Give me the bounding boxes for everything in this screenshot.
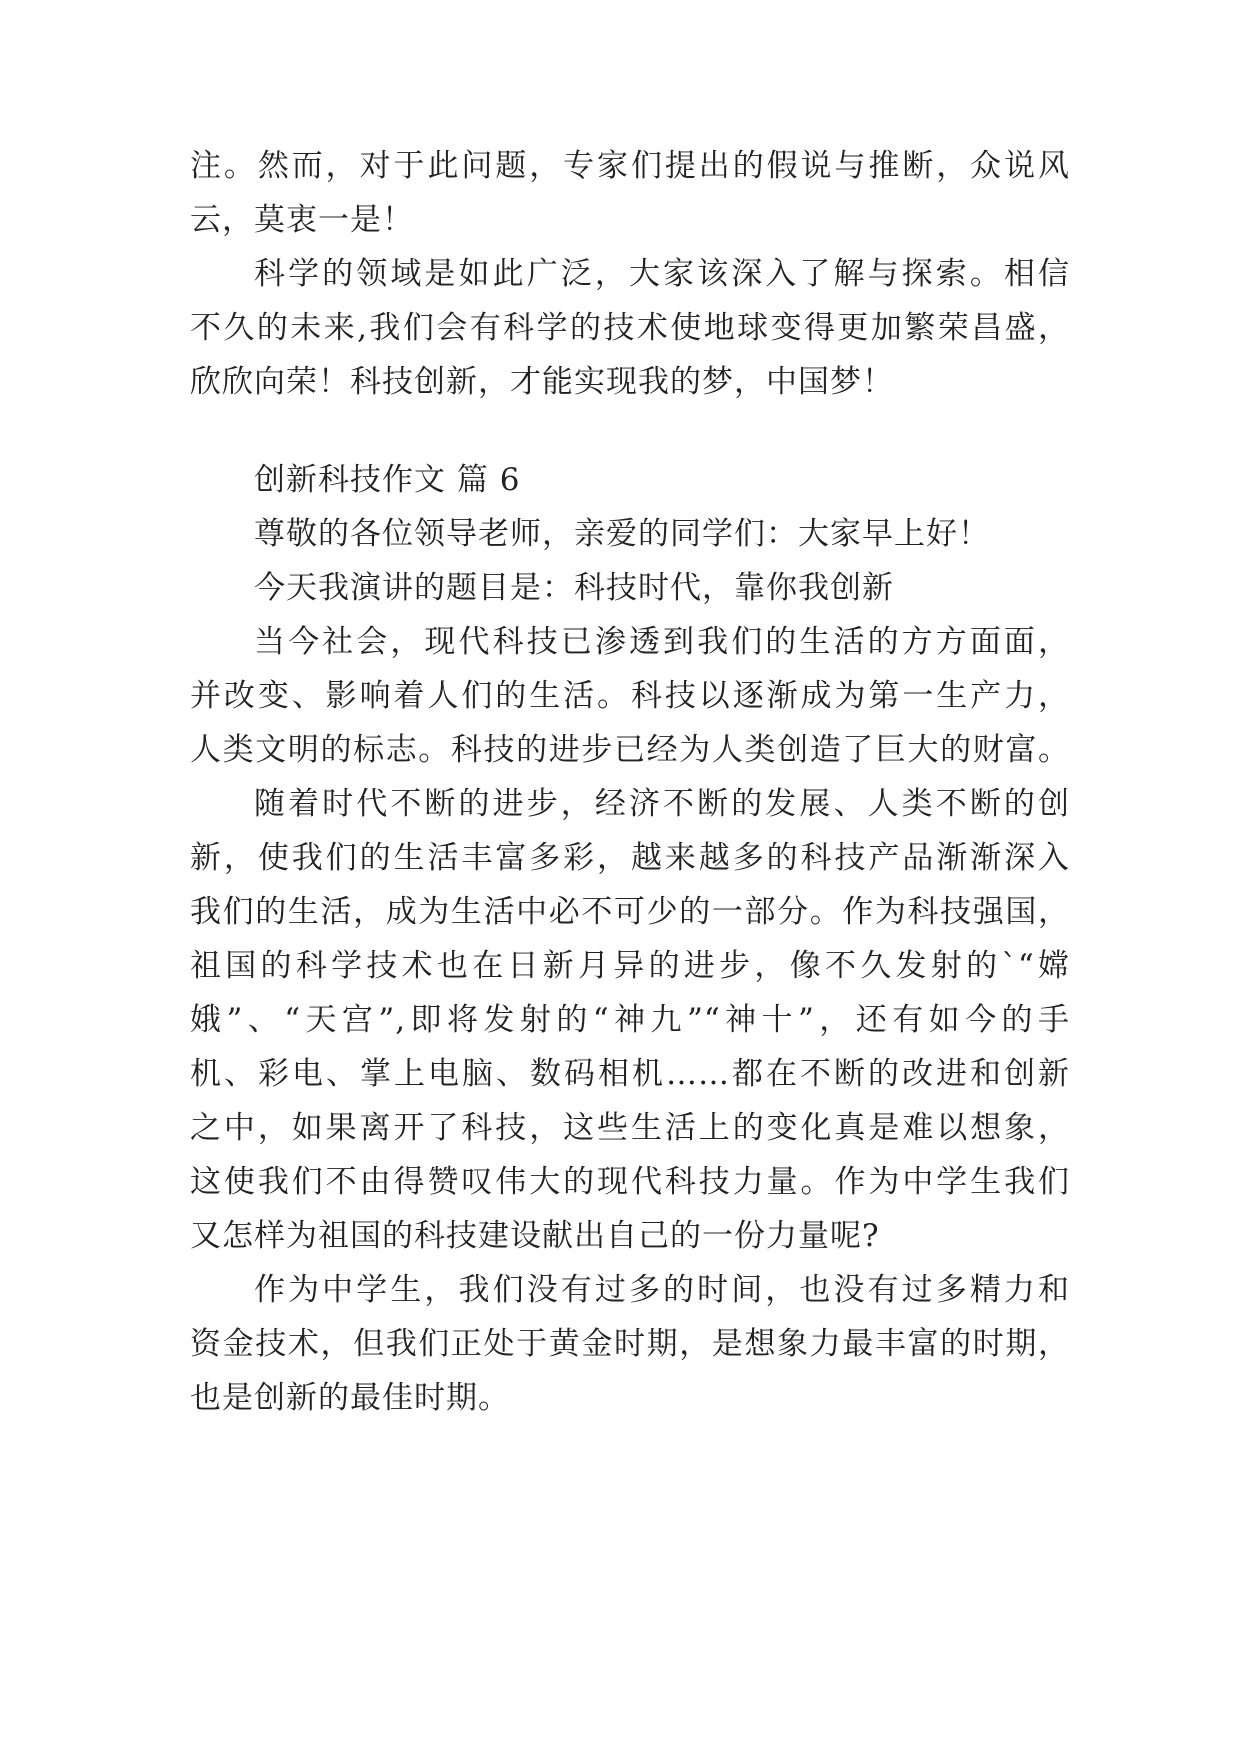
text-line: 随着时代不断的进步，经济不断的发展、人类不断的创 [254, 786, 1070, 822]
text-line: 尊敬的各位领导老师，亲爱的同学们：大家早上好！ [254, 516, 990, 552]
text-line: 我们的生活，成为生活中必不可少的一部分。作为科技强国， [190, 894, 1070, 930]
text-line: 并改变、影响着人们的生活。科技以逐渐成为第一生产力， [190, 678, 1070, 714]
text-line: 人类文明的标志。科技的进步已经为人类创造了巨大的财富。 [190, 732, 1070, 768]
text-line: 机、彩电、掌上电脑、数码相机……都在不断的改进和创新 [190, 1056, 1070, 1092]
text-line: 又怎样为祖国的科技建设献出自己的一份力量呢? [190, 1218, 880, 1254]
text-line: 今天我演讲的题目是：科技时代，靠你我创新 [254, 570, 894, 606]
text-line: 新，使我们的生活丰富多彩，越来越多的科技产品渐渐深入 [190, 840, 1070, 876]
text-line: 当今社会，现代科技已渗透到我们的生活的方方面面， [254, 624, 1070, 660]
text-line: 也是创新的最佳时期。 [190, 1380, 510, 1416]
text-line: 之中，如果离开了科技，这些生活上的变化真是难以想象， [190, 1110, 1070, 1146]
text-line: 云，莫衷一是！ [190, 202, 414, 238]
text-line: 这使我们不由得赞叹伟大的现代科技力量。作为中学生我们 [190, 1164, 1070, 1200]
text-line: 作为中学生，我们没有过多的时间，也没有过多精力和 [254, 1272, 1070, 1308]
text-line: 娥”、“天宫”,即将发射的“神九”“神十”，还有如今的手 [190, 1002, 1070, 1038]
text-line: 不久的未来,我们会有科学的技术使地球变得更加繁荣昌盛， [190, 310, 1070, 346]
text-line: 祖国的科学技术也在日新月异的进步，像不久发射的`“嫦 [190, 948, 1070, 984]
text-line: 资金技术，但我们正处于黄金时期，是想象力最丰富的时期， [190, 1326, 1070, 1362]
section-heading: 创新科技作文 篇 6 [254, 462, 521, 498]
text-line: 欣欣向荣！科技创新，才能实现我的梦，中国梦！ [190, 364, 894, 400]
text-line: 注。然而，对于此问题，专家们提出的假说与推断，众说风 [190, 148, 1070, 184]
text-line: 科学的领域是如此广泛，大家该深入了解与探索。相信 [254, 256, 1070, 292]
